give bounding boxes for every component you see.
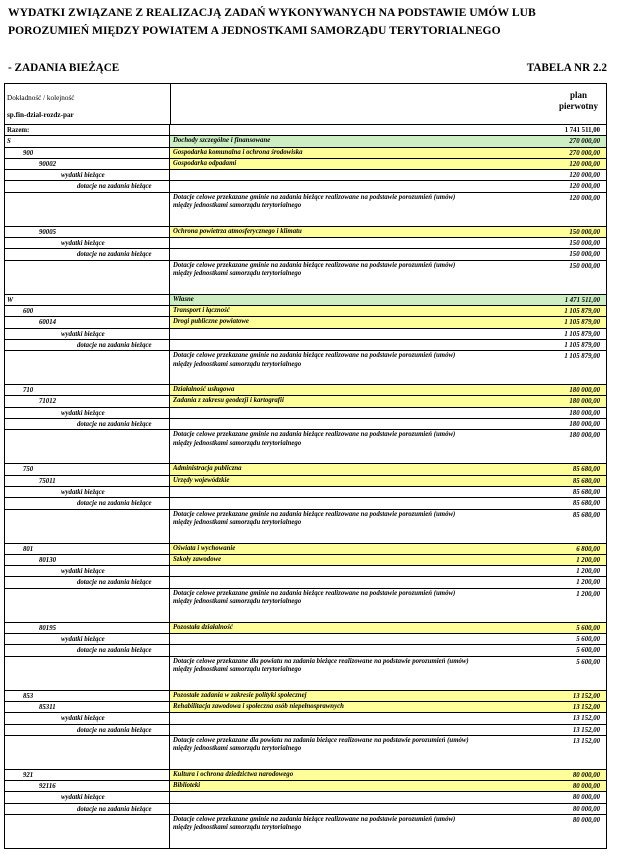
row-classification: 900	[5, 148, 170, 158]
row-plan-value: 85 680,00	[572, 488, 600, 496]
row-classification: 90002	[5, 159, 170, 169]
row-plan-value: 270 000,00	[569, 138, 600, 146]
table-row	[4, 249, 607, 260]
row-description: Rehabilitacja zawodowa i społeczna osób niepełnosprawnych	[173, 702, 344, 710]
row-classification: 80130	[5, 555, 170, 565]
row-plan-value: 80 000,00	[572, 783, 600, 791]
row-description: Dotacje celowe przekazane dla powiatu na zadania bieżące realizowane na podstawie porozumień (umów) między jednostkami samorządu terytorialnego	[173, 657, 469, 674]
table-row	[4, 781, 607, 792]
row-classification: 710	[5, 385, 170, 395]
table-row	[4, 181, 607, 192]
row-description	[173, 577, 473, 578]
table-header	[4, 83, 607, 125]
row-plan-value: 85 680,00	[572, 500, 600, 508]
row-description: Ochrona powietrza atmosferycznego i klimatu	[173, 227, 302, 235]
table-row	[4, 227, 607, 238]
table-row	[4, 385, 607, 396]
row-plan-value: 13 152,00	[572, 726, 600, 734]
table-row	[4, 148, 607, 159]
row-plan-value: 5 600,00	[576, 658, 600, 666]
row-classification: dotacje na zadania bieżące	[5, 249, 170, 259]
page-title: WYDATKI ZWIĄZANE Z REALIZACJĄ ZADAŃ WYKONYWANYCH NA PODSTAWIE UMÓW LUB POROZUMIEŃ MIĘDZY POWIATEM A JEDNOSTKAMI SAMORZĄDU TERYTORIALNEGO	[8, 6, 536, 37]
table-row	[4, 792, 607, 803]
row-classification: 85311	[5, 702, 170, 712]
row-description	[173, 498, 473, 499]
table-row	[4, 770, 607, 781]
row-classification: W	[5, 295, 170, 305]
row-classification	[5, 261, 170, 294]
row-description: Własne	[173, 295, 194, 303]
row-description: Pozostała działalność	[173, 623, 233, 631]
header-plan-line2: pierwotny	[559, 101, 598, 111]
row-description: Szkoły zawodowe	[173, 555, 222, 563]
row-description: Dochody szczególne i finansowane	[173, 137, 271, 145]
row-plan-value: 5 600,00	[576, 624, 600, 632]
row-plan-value: 85 680,00	[572, 477, 600, 485]
row-classification: 75011	[5, 476, 170, 486]
row-description	[173, 170, 473, 171]
table-row	[4, 170, 607, 181]
row-classification: 71012	[5, 396, 170, 406]
row-plan-value: 1 471 511,00	[564, 296, 600, 304]
row-plan-value: 80 000,00	[572, 794, 600, 802]
row-plan-value: 13 152,00	[572, 692, 600, 700]
row-classification: 92116	[5, 781, 170, 791]
row-classification: wydatki bieżące	[5, 487, 170, 497]
row-description: Dotacje celowe przekazane gminie na zadania bieżące realizowane na podstawie porozumień (umów) między jednostkami samorządu terytorialnego	[173, 261, 456, 278]
table-row	[4, 136, 607, 147]
table-row	[4, 125, 607, 136]
table-row	[4, 804, 607, 815]
table-row	[4, 634, 607, 645]
row-description	[173, 419, 473, 420]
row-plan-value: 150 000,00	[569, 262, 600, 270]
row-classification: dotacje na zadania bieżące	[5, 498, 170, 508]
table-row	[4, 306, 607, 317]
table-row	[4, 329, 607, 340]
row-description: Działalność usługowa	[173, 386, 235, 394]
table-row	[4, 544, 607, 555]
row-description: Dotacje celowe przekazane gminie na zadania bieżące realizowane na podstawie porozumień (umów) między jednostkami samorządu terytorialnego	[173, 815, 456, 832]
row-description: Biblioteki	[173, 782, 201, 790]
section-subtitle: - ZADANIA BIEŻĄCE	[8, 62, 120, 74]
row-classification: wydatki bieżące	[5, 566, 170, 576]
row-plan-value: 180 000,00	[569, 398, 600, 406]
row-description	[173, 713, 473, 714]
row-plan-value: 13 152,00	[572, 703, 600, 711]
row-description: Zadania z zakresu geodezji i kartografii	[173, 397, 284, 405]
row-plan-value: 6 800,00	[576, 545, 600, 553]
table-row	[4, 566, 607, 577]
table-body	[4, 125, 607, 849]
row-plan-value: 180 000,00	[569, 409, 600, 417]
row-plan-value: 1 105 879,00	[564, 353, 600, 361]
row-plan-value: 120 000,00	[569, 194, 600, 202]
row-classification: 90005	[5, 227, 170, 237]
row-plan-value: 1 200,00	[576, 579, 600, 587]
row-description: Administracja publiczna	[173, 465, 242, 473]
row-description	[173, 238, 473, 239]
row-description	[173, 725, 473, 726]
row-plan-value: 150 000,00	[569, 251, 600, 259]
row-classification: wydatki bieżące	[5, 238, 170, 248]
row-plan-value: 120 000,00	[569, 183, 600, 191]
row-description: Urzędy wojewódzkie	[173, 476, 230, 484]
row-classification	[5, 815, 170, 848]
row-description	[173, 408, 473, 409]
table-row	[4, 238, 607, 249]
table-row	[4, 498, 607, 509]
table-row	[4, 351, 607, 385]
table-row	[4, 555, 607, 566]
row-classification: S	[5, 136, 170, 146]
table-row	[4, 419, 607, 430]
row-classification	[5, 736, 170, 769]
row-description	[173, 487, 473, 488]
row-description: Drogi publiczne powiatowe	[173, 318, 249, 326]
row-classification: 80195	[5, 623, 170, 633]
row-description: Dotacje celowe przekazane gminie na zadania bieżące realizowane na podstawie porozumień (umów) między jednostkami samorządu terytorialnego	[173, 589, 456, 606]
table-row	[4, 396, 607, 407]
row-plan-value: 1 200,00	[576, 556, 600, 564]
row-plan-value: 5 600,00	[576, 647, 600, 655]
row-classification	[5, 510, 170, 543]
row-plan-value: 5 600,00	[576, 636, 600, 644]
table-row	[4, 736, 607, 770]
row-classification: 801	[5, 544, 170, 554]
row-description	[173, 340, 473, 341]
row-description	[173, 249, 473, 250]
row-description	[173, 125, 473, 126]
row-description	[173, 792, 473, 793]
table-row	[4, 657, 607, 691]
row-classification	[5, 193, 170, 226]
table-row	[4, 702, 607, 713]
row-classification: 600	[5, 306, 170, 316]
header-precision-label: Dokładność / kolejność	[7, 94, 75, 102]
header-plan-label	[559, 90, 598, 112]
row-plan-value: 180 000,00	[569, 387, 600, 395]
table-row	[4, 589, 607, 623]
table-row	[4, 193, 607, 227]
row-plan-value: 80 000,00	[572, 805, 600, 813]
row-plan-value: 270 000,00	[569, 149, 600, 157]
row-classification	[5, 589, 170, 622]
row-description: Kultura i ochrona dziedzictwa narodowego	[173, 770, 294, 778]
row-description	[173, 181, 473, 182]
row-classification: wydatki bieżące	[5, 634, 170, 644]
row-description: Pozostałe zadania w zakresie polityki społecznej	[173, 691, 307, 699]
row-classification: Razem:	[5, 125, 170, 135]
row-plan-value: 1 105 879,00	[564, 330, 600, 338]
table-row	[4, 577, 607, 588]
table-row	[4, 261, 607, 295]
row-plan-value: 1 741 511,00	[564, 127, 600, 134]
row-classification: dotacje na zadania bieżące	[5, 645, 170, 655]
row-plan-value: 120 000,00	[569, 172, 600, 180]
row-description: Dotacje celowe przekazane gminie na zadania bieżące realizowane na podstawie porozumień (umów) między jednostkami samorządu terytorialnego	[173, 431, 456, 447]
row-classification: wydatki bieżące	[5, 408, 170, 418]
table-row	[4, 815, 607, 849]
table-row	[4, 340, 607, 351]
row-classification: 750	[5, 464, 170, 474]
row-description: Gospodarka komunalna i ochrona środowiska	[173, 148, 303, 156]
table-row	[4, 713, 607, 724]
row-classification: wydatki bieżące	[5, 329, 170, 339]
row-plan-value: 120 000,00	[569, 160, 600, 168]
row-plan-value: 1 105 879,00	[564, 307, 600, 315]
table-row	[4, 430, 607, 464]
row-classification: 921	[5, 770, 170, 780]
row-description: Gospodarka odpadami	[173, 159, 237, 167]
row-description: Dotacje celowe przekazane gminie na zadania bieżące realizowane na podstawie porozumień (umów) między jednostkami samorządu terytorialnego	[173, 193, 456, 210]
row-description	[173, 645, 473, 646]
row-classification: dotacje na zadania bieżące	[5, 181, 170, 191]
row-classification	[5, 657, 170, 690]
row-classification	[5, 430, 170, 463]
table-row	[4, 645, 607, 656]
table-row	[4, 295, 607, 306]
row-description	[173, 566, 473, 567]
row-description	[173, 804, 473, 805]
row-description: Dotacje celowe przekazane gminie na zadania bieżące realizowane na podstawie porozumień (umów) między jednostkami samorządu terytorialnego	[173, 510, 456, 527]
row-plan-value: 80 000,00	[572, 771, 600, 779]
table-row	[4, 510, 607, 544]
row-classification: 60014	[5, 317, 170, 327]
table-row	[4, 623, 607, 634]
row-classification: dotacje na zadania bieżące	[5, 577, 170, 587]
table-row	[4, 159, 607, 170]
row-description	[173, 634, 473, 635]
header-col-classification	[5, 84, 171, 124]
table-row	[4, 487, 607, 498]
row-classification: wydatki bieżące	[5, 792, 170, 802]
row-description	[173, 329, 473, 330]
table-row	[4, 464, 607, 475]
row-plan-value: 1 105 879,00	[564, 341, 600, 349]
table-row	[4, 408, 607, 419]
header-plan-line1: plan	[569, 90, 587, 100]
row-plan-value: 1 200,00	[576, 590, 600, 598]
row-classification	[5, 351, 170, 384]
row-description: Oświata i wychowanie	[173, 544, 236, 552]
row-plan-value: 13 152,00	[572, 737, 600, 745]
row-classification: dotacje na zadania bieżące	[5, 419, 170, 429]
row-plan-value: 180 000,00	[569, 421, 600, 429]
row-plan-value: 1 105 879,00	[564, 319, 600, 327]
row-plan-value: 85 680,00	[572, 511, 600, 519]
row-classification: dotacje na zadania bieżące	[5, 804, 170, 814]
row-classification: dotacje na zadania bieżące	[5, 340, 170, 350]
row-plan-value: 150 000,00	[569, 228, 600, 236]
table-row	[4, 725, 607, 736]
row-plan-value: 80 000,00	[572, 816, 600, 824]
row-classification: 853	[5, 691, 170, 701]
row-plan-value: 85 680,00	[572, 466, 600, 474]
table-row	[4, 317, 607, 328]
table-row	[4, 691, 607, 702]
row-description: Transport i łączność	[173, 306, 230, 314]
header-classification-label: sp.fin-dzial-rozdz-par	[7, 111, 74, 119]
row-classification: dotacje na zadania bieżące	[5, 725, 170, 735]
table-number: TABELA NR 2.2	[526, 62, 607, 74]
table-row	[4, 476, 607, 487]
row-description: Dotacje celowe przekazane dla powiatu na zadania bieżące realizowane na podstawie porozumień (umów) między jednostkami samorządu terytorialnego	[173, 736, 469, 753]
row-classification: wydatki bieżące	[5, 170, 170, 180]
row-plan-value: 180 000,00	[569, 432, 600, 440]
row-plan-value: 150 000,00	[569, 240, 600, 248]
row-plan-value: 13 152,00	[572, 715, 600, 723]
row-description: Dotacje celowe przekazane gminie na zadania bieżące realizowane na podstawie porozumień (umów) między jednostkami samorządu terytorialnego	[173, 352, 456, 368]
row-plan-value: 1 200,00	[576, 568, 600, 576]
row-classification: wydatki bieżące	[5, 713, 170, 723]
